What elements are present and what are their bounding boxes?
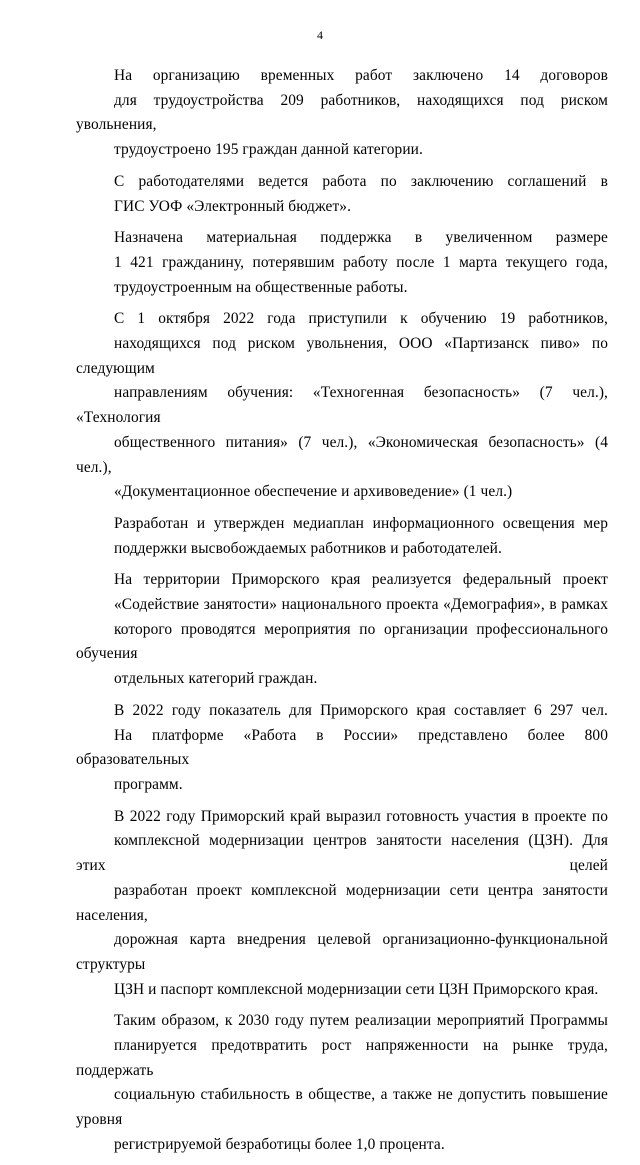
document-body: [76, 64, 608, 1165]
paragraph-line: регистрируемой безработицы более 1,0 процента.: [114, 1135, 445, 1153]
paragraph-line: С работодателями ведется работа по заключению соглашений в: [114, 172, 608, 190]
paragraph-line: планируется предотвратить рост напряженности на рынке труда, поддержать: [76, 1037, 608, 1079]
page-number: 4: [317, 28, 323, 42]
paragraph-line: программ.: [114, 775, 183, 793]
paragraph-line: В 2022 году Приморский край выразил готовность участия в проекте по: [114, 807, 608, 825]
paragraph-line: находящихся под риском увольнения, ООО «Партизанск пиво» по следующим: [76, 335, 608, 377]
paragraph: [76, 170, 608, 219]
paragraph-line: На платформе «Работа в России» представлено более 800 образовательных: [76, 726, 608, 769]
paragraph-line: социальную стабильность в обществе, а также не допустить повышение уровня: [76, 1086, 608, 1129]
paragraph-line: которого проводятся мероприятия по организации профессионального обучения: [76, 620, 608, 663]
paragraph: [76, 1009, 608, 1157]
paragraph-line: для трудоустройства 209 работников, находящихся под риском увольнения,: [76, 91, 608, 134]
paragraph: [76, 805, 608, 1003]
paragraph-line: трудоустроенным на общественные работы.: [114, 278, 408, 296]
paragraph: [76, 699, 608, 798]
paragraph-line: разработан проект комплексной модернизации сети центра занятости населения,: [76, 881, 608, 924]
paragraph-line: «Документационное обеспечение и архивоведение» (1 чел.): [114, 483, 513, 501]
paragraph-line: трудоустроено 195 граждан данной категории.: [114, 141, 423, 159]
paragraph-line: дорожная карта внедрения целевой организационно-функциональной структуры: [76, 931, 608, 973]
paragraph-line: С 1 октября 2022 года приступили к обучению 19 работников,: [114, 310, 608, 328]
paragraph-line: ГИС УОФ «Электронный бюджет».: [114, 197, 352, 215]
paragraph-line: На территории Приморского края реализуется федеральный проект: [114, 571, 608, 589]
paragraph-line: поддержки высвобождаемых работников и работодателей.: [114, 539, 502, 557]
paragraph-line: комплексной модернизации центров занятости населения (ЦЗН). Для этих целей: [76, 832, 608, 875]
paragraph: [76, 307, 608, 505]
paragraph: [76, 568, 608, 692]
paragraph-line: Таким образом, к 2030 году путем реализации мероприятий Программы: [114, 1012, 608, 1030]
paragraph-line: В 2022 году показатель для Приморского края составляет 6 297 чел.: [114, 701, 608, 719]
paragraph-line: общественного питания» (7 чел.), «Экономическая безопасность» (4 чел.),: [76, 433, 608, 476]
paragraph: [76, 64, 608, 163]
paragraph-line: Разработан и утвержден медиаплан информационного освещения мер: [114, 514, 608, 532]
paragraph-line: ЦЗН и паспорт комплексной модернизации сети ЦЗН Приморского края.: [114, 980, 599, 998]
paragraph-line: «Содействие занятости» национального проекта «Демография», в рамках: [114, 596, 608, 614]
paragraph: [76, 226, 608, 300]
paragraph-line: На организацию временных работ заключено 14 договоров: [114, 67, 608, 84]
paragraph-line: Назначена материальная поддержка в увеличенном размере: [114, 229, 608, 247]
paragraph-line: отдельных категорий граждан.: [114, 670, 318, 688]
paragraph-line: направлениям обучения: «Техногенная безопасность» (7 чел.), «Технология: [76, 384, 608, 427]
paragraph-line: 1 421 гражданину, потерявшим работу после 1 марта текущего года,: [114, 253, 608, 271]
paragraph: [76, 512, 608, 561]
